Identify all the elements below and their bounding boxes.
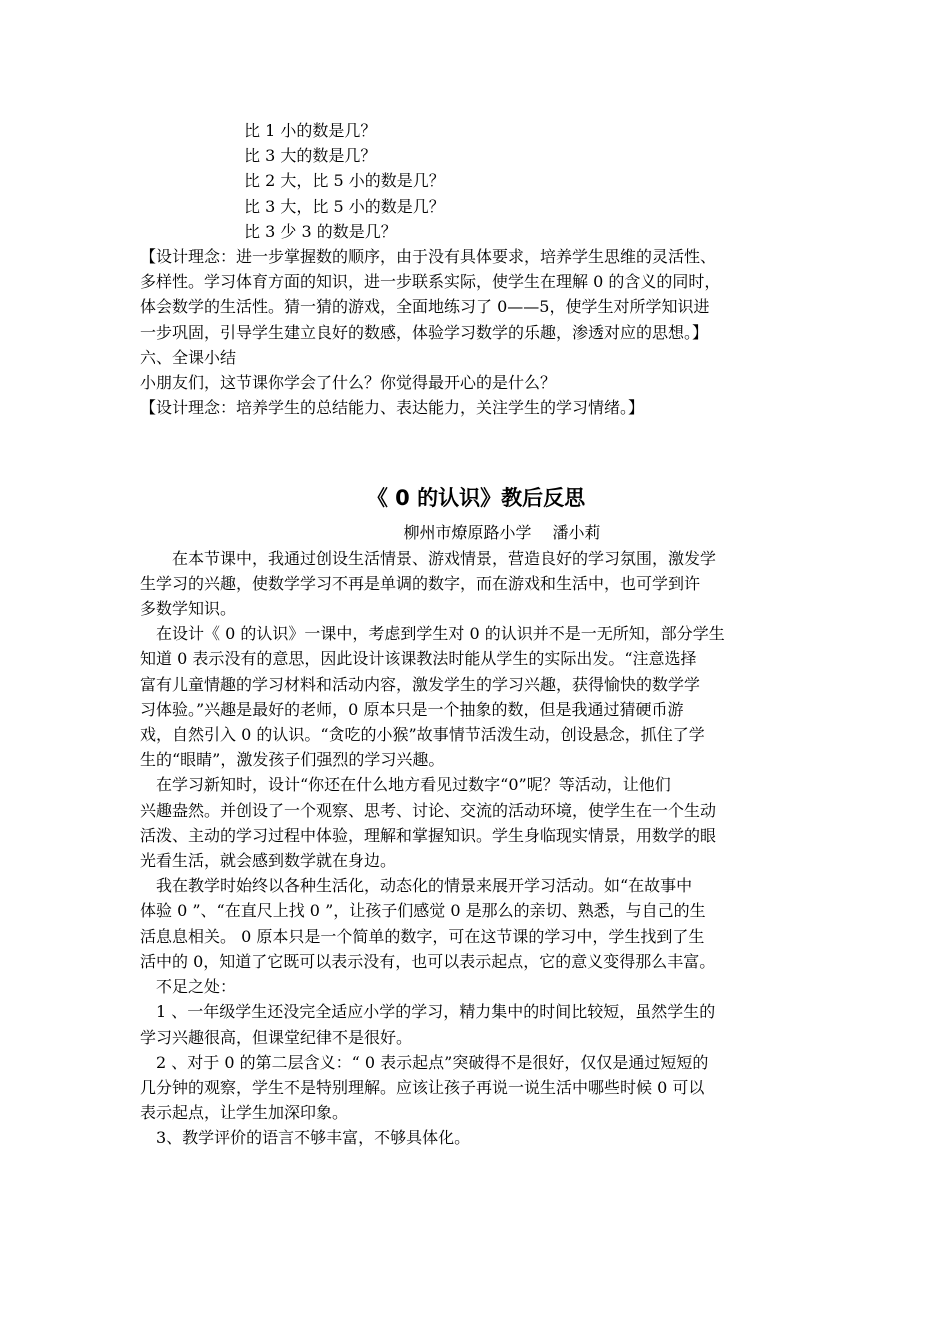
question-item: 比 1 小的数是几？ [244, 121, 377, 140]
body-line: 在设计《 0 的认识》一课中，考虑到学生对 0 的认识并不是一无所知，部分学生 [140, 624, 725, 644]
design-note-line: 多样性。学习体育方面的知识，进一步联系实际，使学生在理解 0 的含义的同时， [140, 272, 721, 292]
reflection-author: 柳州市燎原路小学 潘小莉 [403, 523, 601, 543]
body-line: 不足之处： [140, 977, 237, 997]
question-item: 比 3 大，比 5 小的数是几？ [244, 196, 445, 216]
body-line: 3、教学评价的语言不够丰富，不够具体化。 [140, 1128, 471, 1148]
body-line: 多数学知识。 [140, 599, 237, 619]
body-line: 生的“眼睛”，激发孩子们强烈的学习兴趣。 [140, 750, 445, 770]
body-line: 活泼、主动的学习过程中体验，理解和掌握知识。学生身临现实情景，用数学的眼 [140, 825, 717, 845]
body-line: 在学习新知时，设计“你还在什么地方看见过数字“0”呢？等活动，让他们 [140, 775, 671, 795]
body-line: 我在教学时始终以各种生活化，动态化的情景来展开学习活动。如“在故事中 [140, 876, 693, 896]
question-item: 比 3 少 3 的数是几？ [244, 221, 397, 241]
design-note-line: 【设计理念：进一步掌握数的顺序，由于没有具体要求，培养学生思维的灵活性、 [140, 247, 717, 267]
body-line: 富有儿童情趣的学习材料和活动内容，激发学生的学习兴趣，获得愉快的数学学 [140, 674, 701, 694]
body-line: 生学习的兴趣，使数学学习不再是单调的数字，而在游戏和生活中，也可学到许 [140, 573, 701, 593]
body-line: 活中的 0，知道了它既可以表示没有，也可以表示起点，它的意义变得那么丰富。 [140, 951, 716, 971]
section-heading: 六、全课小结 [140, 347, 237, 367]
design-note-2: 【设计理念：培养学生的总结能力、表达能力，关注学生的学习情绪。】 [140, 398, 645, 418]
design-note-line: 体会数学的生活性。猜一猜的游戏，全面地练习了 0——5，使学生对所学知识进 [140, 297, 710, 317]
design-note-line: 一步巩固，引导学生建立良好的数感，体验学习数学的乐趣，渗透对应的思想。】 [140, 322, 709, 342]
question-item: 比 3 大的数是几？ [244, 146, 377, 166]
body-line: 兴趣盎然。并创设了一个观察、思考、讨论、交流的活动环境，使学生在一个生动 [140, 800, 717, 820]
question-item: 比 2 大，比 5 小的数是几？ [244, 171, 445, 191]
spacer [140, 420, 812, 484]
body-line: 知道 0 表示没有的意思，因此设计该课教法时能从学生的实际出发。“注意选择 [140, 649, 697, 669]
body-line: 1 、一年级学生还没完全适应小学的学习，精力集中的时间比较短，虽然学生的 [140, 1002, 716, 1022]
body-line: 几分钟的观察，学生不是特别理解。应该让孩子再说一说生活中哪些时候 0 可以 [140, 1077, 705, 1097]
design-note-1 [140, 244, 812, 345]
reflection-title: 《 0 的认识》教后反思 [366, 486, 586, 511]
question-list [140, 118, 812, 244]
body-line: 体验 0 ”、“在直尺上找 0 ”，让孩子们感觉 0 是那么的亲切、熟悉，与自己的生 [140, 901, 706, 921]
document-page [140, 118, 812, 1151]
body-line: 表示起点，让学生加深印象。 [140, 1103, 349, 1123]
body-line: 戏，自然引入 0 的认识。“贪吃的小猴”故事情节活泼生动，创设悬念，抓住了学 [140, 725, 705, 745]
body-line: 在本节课中，我通过创设生活情景、游戏情景，营造良好的学习氛围，激发学 [140, 548, 717, 568]
body-line: 2 、对于 0 的第二层含义：“ 0 表示起点”突破得不是很好，仅仅是通过短短的 [140, 1052, 709, 1072]
body-line: 光看生活，就会感到数学就在身边。 [140, 851, 397, 871]
body-line: 习体验。”兴趣是最好的老师，0 原本只是一个抽象的数，但是我通过猜硬币游 [140, 699, 684, 719]
body-line: 活息息相关。 0 原本只是一个简单的数字，可在这节课的学习中，学生找到了生 [140, 926, 705, 946]
body-line: 学习兴趣很高，但课堂纪律不是很好。 [140, 1027, 413, 1047]
summary-question: 小朋友们，这节课你学会了什么？你觉得最开心的是什么？ [140, 373, 557, 393]
reflection-body [140, 546, 812, 1151]
